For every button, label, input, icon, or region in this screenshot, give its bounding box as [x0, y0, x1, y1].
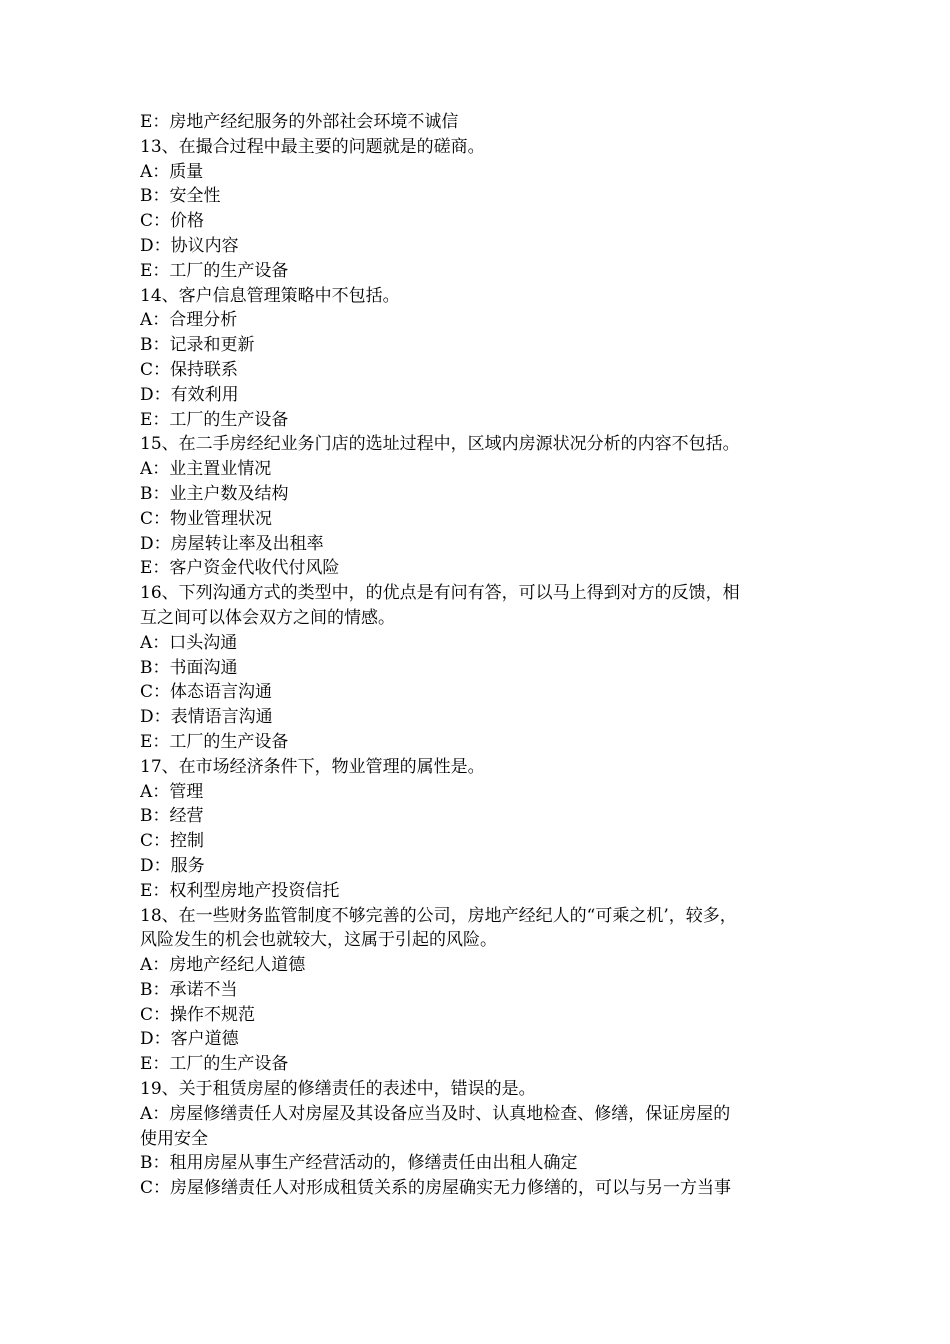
- text-line: 19、关于租赁房屋的修缮责任的表述中，错误的是。: [140, 1079, 536, 1100]
- text-line: E：工厂的生产设备: [140, 1054, 289, 1075]
- text-line: A：业主置业情况: [140, 459, 272, 480]
- text-line: B：安全性: [140, 186, 221, 207]
- text-line: C：保持联系: [140, 359, 239, 380]
- text-line: C：价格: [140, 211, 205, 232]
- text-line: 风险发生的机会也就较大，这属于引起的风险。: [140, 930, 497, 951]
- document-body: [140, 110, 820, 1201]
- text-line: 互之间可以体会双方之间的情感。: [140, 607, 395, 628]
- text-line: B：承诺不当: [140, 979, 238, 1000]
- text-line: D：表情语言沟通: [140, 707, 273, 728]
- text-line: D：客户道德: [140, 1029, 239, 1050]
- text-line: 13、在撮合过程中最主要的问题就是的磋商。: [140, 136, 485, 157]
- text-line: 使用安全: [140, 1128, 208, 1149]
- text-line: E：工厂的生产设备: [140, 260, 289, 281]
- text-line: C：物业管理状况: [140, 508, 273, 529]
- text-line: 15、在二手房经纪业务门店的选址过程中，区域内房源状况分析的内容不包括。: [140, 434, 740, 455]
- text-line: B：书面沟通: [140, 657, 238, 678]
- text-line: C：操作不规范: [140, 1004, 256, 1025]
- text-line: E：房地产经纪服务的外部社会环境不诚信: [140, 112, 459, 132]
- text-line: D：房屋转让率及出租率: [140, 533, 324, 554]
- text-line: E：客户资金代收代付风险: [140, 558, 340, 579]
- text-line: E：工厂的生产设备: [140, 731, 289, 752]
- text-line: A：管理: [140, 781, 204, 802]
- text-line: A：口头沟通: [140, 632, 238, 653]
- text-line: 17、在市场经济条件下，物业管理的属性是。: [140, 756, 485, 777]
- text-line: B：租用房屋从事生产经营活动的，修缮责任由出租人确定: [140, 1153, 578, 1174]
- text-line: C：体态语言沟通: [140, 682, 273, 703]
- text-line: D：协议内容: [140, 235, 239, 256]
- text-line: E：工厂的生产设备: [140, 409, 289, 430]
- text-line: A：质量: [140, 161, 204, 182]
- text-line: A：房地产经纪人道德: [140, 955, 306, 976]
- text-line: 18、在一些财务监管制度不够完善的公司，房地产经纪人的“可乘之机’，较多，: [140, 905, 737, 926]
- text-line: A：房屋修缮责任人对房屋及其设备应当及时、认真地检查、修缮，保证房屋的: [140, 1103, 731, 1124]
- text-line: 14、客户信息管理策略中不包括。: [140, 285, 400, 306]
- text-line: D：服务: [140, 855, 205, 876]
- text-line: D：有效利用: [140, 384, 239, 405]
- text-line: E：权利型房地产投资信托: [140, 880, 340, 901]
- text-line: B：业主户数及结构: [140, 483, 289, 504]
- text-line: 16、下列沟通方式的类型中，的优点是有问有答，可以马上得到对方的反馈，相: [140, 583, 740, 604]
- text-line: C：房屋修缮责任人对形成租赁关系的房屋确实无力修缮的，可以与另一方当事: [140, 1178, 732, 1199]
- text-line: A：合理分析: [140, 310, 238, 331]
- text-line: B：记录和更新: [140, 335, 255, 356]
- text-line: B：经营: [140, 806, 204, 827]
- text-line: C：控制: [140, 831, 205, 852]
